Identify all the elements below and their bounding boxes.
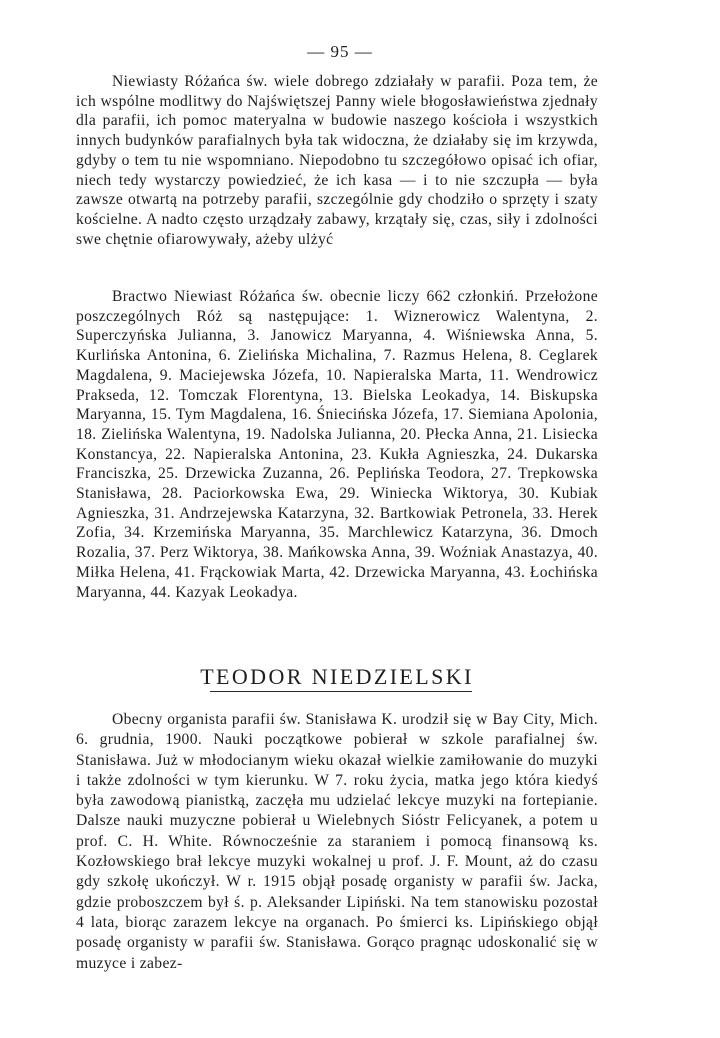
paragraph-text: Obecny organista parafii św. Stanisława K. urodził się w Bay City, Mich. 6. grudnia, 1900. Nauki początkowe pobierał w szkole parafialnej św. Stanisława. Już w młodocianym wieku okazał wielkie zamiłowanie do muzyki i także zdolności w tym kierunku. W 7. roku życia, matka jego która kiedyś była zawodową pianistką, zaczęła mu udzielać lekcye muzyki na fortepianie. Dalsze nauki muzyczne pobierał u Wielebnych Sióstr Felicyanek, a potem u prof. C. H. White. Równocześnie za staraniem i pomocą finansową ks. Kozłowskiego brał lekcye muzyki wokalnej u prof. J. F. Mount, aż do czasu gdy szkołę ukończył. W r. 1915 objął posadę organisty w parafii św. Jacka, gdzie proboszczem był ś. p. Aleksander Lipiński. Na tem stanowisku pozostał 4 lata, biorąc zarazem lekcye na organach. Po śmierci ks. Lipińskiego objął posadę organisty w parafii św. Stanisława. Gorąco pragnąc udoskonalić się w muzyce i zabez-: [76, 711, 598, 972]
section-heading: TEODOR NIEDZIELSKI: [200, 664, 474, 689]
paragraph-text: Niewiasty Różańca św. wiele dobrego zdziałały w parafii. Poza tem, że ich wspólne modlitwy do Najświętszej Panny wiele błogosławieństwa zjednały dla parafii, ich pomoc materyalna w budowie naszego kościoła i wszystkich innych budynków parafialnych była tak widoczna, że działaby się im krzywda, gdyby o tem tu nie wspomniano. Niepodobno tu szczegółowo opisać ich ofiar, niech tedy wystarczy powiedzieć, że ich kasa — i to nie szczupła — była zawsze otwartą na potrzeby parafii, szczególnie gdy chodziło o sprzęty i szaty kościelne. A nadto często urządzały zabawy, krzątały się, czas, siły i zdolności swe chętnie ofiarowywały, ażeby ulżyć: [76, 73, 598, 248]
rosary-leaders-paragraph: [76, 287, 598, 602]
organist-biography-paragraph: [76, 710, 598, 974]
heading-underline: [210, 691, 472, 692]
rosary-women-paragraph: [76, 72, 598, 249]
page-number: — 95 —: [307, 42, 373, 61]
paragraph-text: Bractwo Niewiast Różańca św. obecnie liczy 662 członkiń. Przełożone poszczególnych Róż są następujące: 1. Wiznerowicz Walentyna, 2. Superczyńska Julianna, 3. Janowicz Maryanna, 4. Wiśniewska Anna, 5. Kurlińska Antonina, 6. Zielińska Michalina, 7. Razmus Helena, 8. Ceglarek Magdalena, 9. Maciejewska Józefa, 10. Napieralska Marta, 11. Wendrowicz Prakseda, 12. Tomczak Florentyna, 13. Bielska Leokadya, 14. Biskupska Maryanna, 15. Tym Magdalena, 16. Śniecińska Józefa, 17. Siemiana Apolonia, 18. Zielińska Walentyna, 19. Nadolska Julianna, 20. Płecka Anna, 21. Lisiecka Konstancya, 22. Napieralska Antonina, 23. Kukła Agnieszka, 24. Dukarska Franciszka, 25. Drzewicka Zuzanna, 26. Peplińska Teodora, 27. Trepkowska Stanisława, 28. Paciorkowska Ewa, 29. Winiecka Wiktorya, 30. Kubiak Agnieszka, 31. Andrzejewska Katarzyna, 32. Bartkowiak Petronela, 33. Herek Zofia, 34. Krzemińska Maryanna, 35. Marchlewicz Katarzyna, 36. Dmoch Rozalia, 37. Perz Wiktorya, 38. Mańkowska Anna, 39. Woźniak Anastazya, 40. Miłka Helena, 41. Frąckowiak Marta, 42. Drzewicka Maryanna, 43. Łochińska Maryanna, 44. Kazyak Leokadya.: [76, 288, 598, 601]
